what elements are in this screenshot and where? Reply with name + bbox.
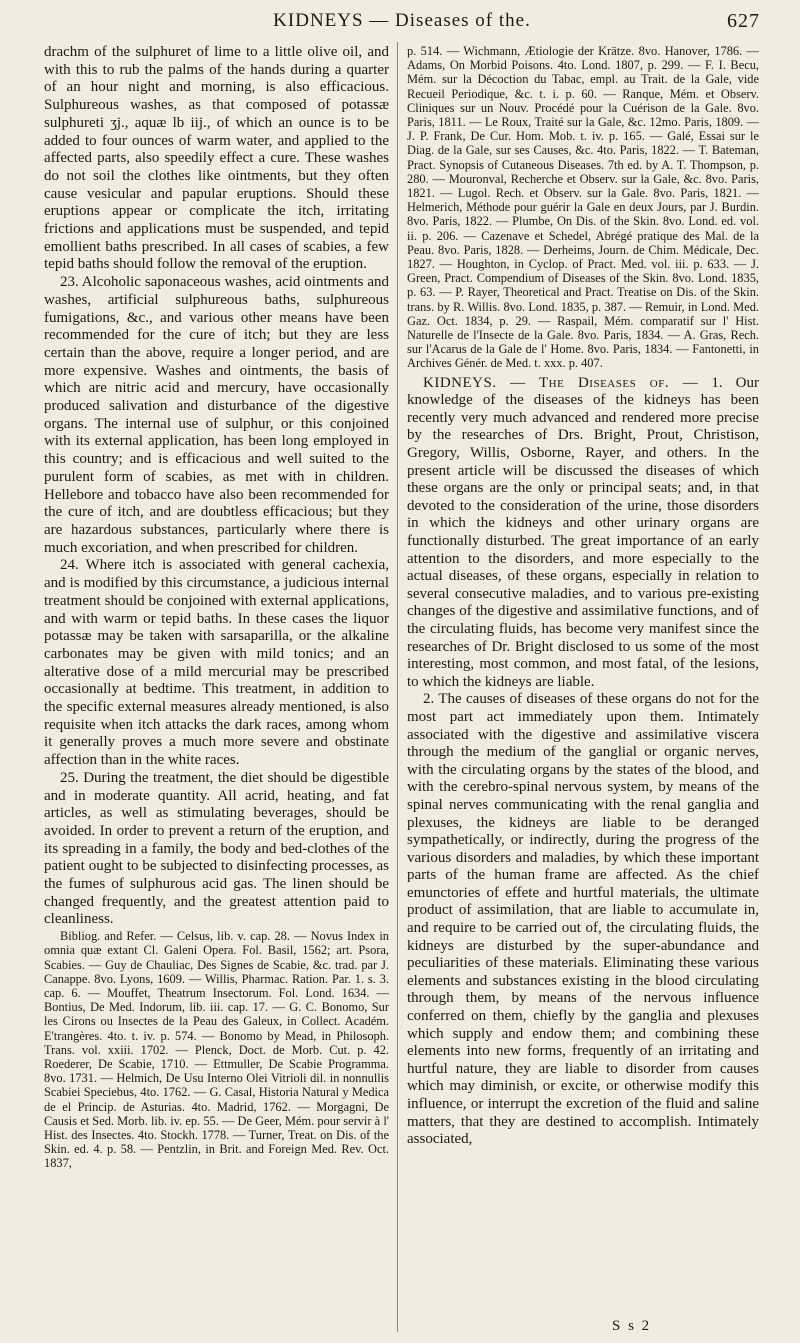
paragraph-1-text: 1. Our knowledge of the diseases of the kidneys has been recently very much advanced and rendered more precise by the researches of Drs. Bright, Prout, Christison, Gregory, Willis, Osborne, Rayer, and others. In the present article will be discussed the diseases of which these organs are the only or principal seats; and, in that devoted to the consideration of the urine, those disorders in which the kidneys and other urinary organs are functionally disturbed. The great importance of an early attention to the disorders, and more especially to the actual diseases, of these organs, especially in relation to several consecutive maladies, and to various pre-existing changes of the digestive and assimilative functions, and of the circulating fluids, has become very manifest since the researches of Dr. Bright disclosed to us some of the most interesting, most common, and most fatal, of the lesions, to which the kidneys are liable. — [407, 374, 759, 690]
paragraph-23: 23. Alcoholic saponaceous washes, acid ointments and washes, artificial sulphureous baths, sulphureous fumigations, &c., and various other means have been recommended for the cure of itch; but they are less certain than the above, require a longer period, and are more expensive. Washes and ointments, the basis of which are nitric acid and mercury, have occasionally produced salivation and disturbance of the digestive organs. The internal use of sulphur, or this conjoined with its external application, has been long employed in this country; and is efficacious and well suited to the purulent form of scabies, as met with in children. Hellebore and tobacco have also been recommended for the cure of itch, and are doubtless efficacious; but they are hazardous substances, particularly where there is much excoriation, and when prescribed for children. — [44, 274, 389, 556]
running-title: KIDNEYS — Diseases of the. — [273, 10, 531, 31]
running-header — [44, 10, 760, 40]
left-column — [44, 44, 389, 1334]
column-divider — [397, 42, 398, 1332]
bibliography-right: p. 514. — Wichmann, Ætiologie der Krätze. 8vo. Hanover, 1786. — Adams, On Morbid Poisons. 4to. Lond. 1807, p. 299. — F. I. Becu, Mém. sur la Décoction du Tabac, empl. au Trait. de la Gale, vide Recueil Periodique, &c. t. i. p. 60. — Ranque, Mém. et Observ. Cliniques sur un Nouv. Procédé pour la Cuérison de la Gale. 8vo. Paris, 1811. — Le Roux, Traité sur la Gale, &c. 12mo. Paris, 1809. — J. P. Frank, De Cur. Hom. Mob. t. iv. p. 165. — Galé, Essai sur le Diag. de la Gale, sur ses Causes, &c. 4to. Paris, 1822. — T. Bateman, Pract. Synopsis of Cutaneous Diseases. 7th ed. by A. T. Thompson, p. 280. — Mouronval, Recherche et Observ. sur la Gale, &c. 8vo. Paris, 1821. — Lugol. Rech. et Observ. sur la Gale. 8vo. Paris, 1821. — Helmerich, Méthode pour guérir la Gale en deux Jours, par J. Burdin. 8vo. Paris, 1822. — Plumbe, On Dis. of the Skin. 8vo. Lond. ed. vol. ii. p. 206. — Cazenave et Schedel, Abrégé pratique des Mal. de la Peau. 8vo. Paris, 1828. — Derheims, Journ. de Chim. Médicale, Dec. 1827. — Houghton, in Cyclop. of Pract. Med. vol. iii. p. 633. — J. Green, Pract. Compendium of Diseases of the Skin. 8vo. Lond. 1835, p. 63. — P. Rayer, Theoretical and Pract. Treatise on Dis. of the Skin. trans. by R. Willis. 8vo. Lond. 1835, p. 387. — Remuir, in Lond. Med. Gaz. Oct. 1834, p. 29. — Raspail, Mém. comparatif sur l' Hist. Naturelle de l'Insecte de la Gale. 8vo. Paris, 1834. — A. Gras, Rech. sur l'Acarus de la Gale de l' Home. 8vo. Paris, 1834. — Fantonetti, in Archives Génér. de Med. t. xxx. p. 407. — [407, 44, 759, 371]
article-heading: KIDNEYS. — The Diseases of. — — [423, 374, 699, 391]
page-number: 627 — [727, 10, 760, 32]
bibliography-left: Bibliog. and Refer. — Celsus, lib. v. cap. 28. — Novus Index in omnia quæ extant Cl. Galeni Opera. Fol. Basil, 1562; art. Psora, Scabies. — Guy de Chauliac, Des Signes de Scabie, &c. trad. par J. Canappe. 8vo. Lyons, 1609. — Willis, Pharmac. Ration. Par. 1. s. 3. cap. 6. — Mouffet, Theatrum Insectorum. Fol. Lond. 1634. — Bontius, De Med. Indorum, lib. iii. cap. 17. — G. C. Bonomo, Sur les Cirons ou Insectes de la Peau des Galeux, in Collect. Académ. E'trangères. 4to. t. iv. p. 574. — Bonomo by Mead, in Philosoph. Trans. vol. xxiii. 1702. — Plenck, Doct. de Morb. Cut. p. 42. Roederer, De Scabie, 1710. — Ettmuller, De Scabie Programma. 8vo. 1731. — Helmich, De Usu Interno Olei Vitrioli dil. in nonnullis Scabiei Speciebus, 4to. 1762. — G. Casal, Historia Natural y Medica de el Princip. de Asturias. 4to. Madrid, 1762. — Morgagni, De Causis et Sed. Morb. lib. iv. ep. 55. — De Geer, Mém. pour servir à l' Hist. des Insectes. 4to. Stockh. 1778. — Turner, Treat. on Dis. of the Skin. ed. 4. p. 58. — Pentzlin, in Brit. and Foreign Med. Rev. Oct. 1837, — [44, 929, 389, 1171]
right-column — [407, 44, 759, 1334]
paragraph-1 — [407, 375, 759, 692]
kidneys-article — [407, 375, 759, 1149]
paragraph-continued: drachm of the sulphuret of lime to a little olive oil, and with this to rub the palms of the hands during a quarter of an hour night and morning, is also efficacious. Sulphureous washes, as that composed of potassæ sulphureti ʒj., aquæ lb iij., of which an ounce is to be added to four ounces of warm water, and applied to the affected parts, also speedily effect a cure. These washes do not soil the clothes like ointments, but they often cause vesicular and papular eruptions. Should these eruptions appear or complicate the itch, irritating frictions and applications must be suspended, and tepid emollient baths prescribed. In all cases of scabies, a few tepid baths should follow the removal of the eruption. — [44, 44, 389, 273]
paragraph-2: 2. The causes of diseases of these organs do not for the most part act immediately upon them. Intimately associated with the digestive and assimilative viscera through the medium of the ganglial or organic nerves, with the circulating organs by the states of the blood, and with the cerebro-spinal nervous system, by means of the spinal nerves communicating with the renal ganglia and plexuses, the kidneys are liable to be deranged sympathetically, or indirectly, during the progress of the various disorders and maladies, by which these important parts of the human frame are affected. As the chief emunctories of effete and hurtful materials, the ultimate product of assimilation, that are liable to accumulate in, and require to be carried out of, the circulating fluids, the kidneys are disturbed by the super-abundance and peculiarities of these materials. Eliminating these various elements and substances existing in the blood circulating through them, by means of the nervous influence conferred on them, chiefly by the ganglia and plexuses which supply and endow them; and combining these elements into new forms, frequently of an irritating and hurtful nature, they are liable to disorder from causes which may diminish, or excite, or otherwise modify this influence, or interrupt the excretion of the fluid and saline matters, that they are destined to accomplish. Intimately associated, — [407, 691, 759, 1148]
signature-mark: S s 2 — [612, 1318, 652, 1334]
paragraph-25: 25. During the treatment, the diet should be digestible and in moderate quantity. All acrid, heating, and fat articles, as well as stimulating beverages, should be avoided. In order to prevent a return of the eruption, and its spreading in a family, the body and bed-clothes of the patient ought to be subjected to disinfecting processes, as the fumes of sulphurous acid gas. The linen should be changed frequently, and the greatest attention paid to cleanliness. — [44, 769, 389, 928]
paragraph-24: 24. Where itch is associated with general cachexia, and is modified by this circumstance, a judicious internal treatment should be conjoined with external applications, and with warm or tepid baths. In these cases the liquor potassæ may be taken with sarsaparilla, or the alkaline carbonates may be given with mild tonics; and an alterative dose of a mild mercurial may be prescribed occasionally at bedtime. This treatment, in addition to the specific external measures already mentioned, is also requisite when itch attacks the dark races, among whom it generally proves a much more severe and obstinate affection than in the white races. — [44, 557, 389, 769]
